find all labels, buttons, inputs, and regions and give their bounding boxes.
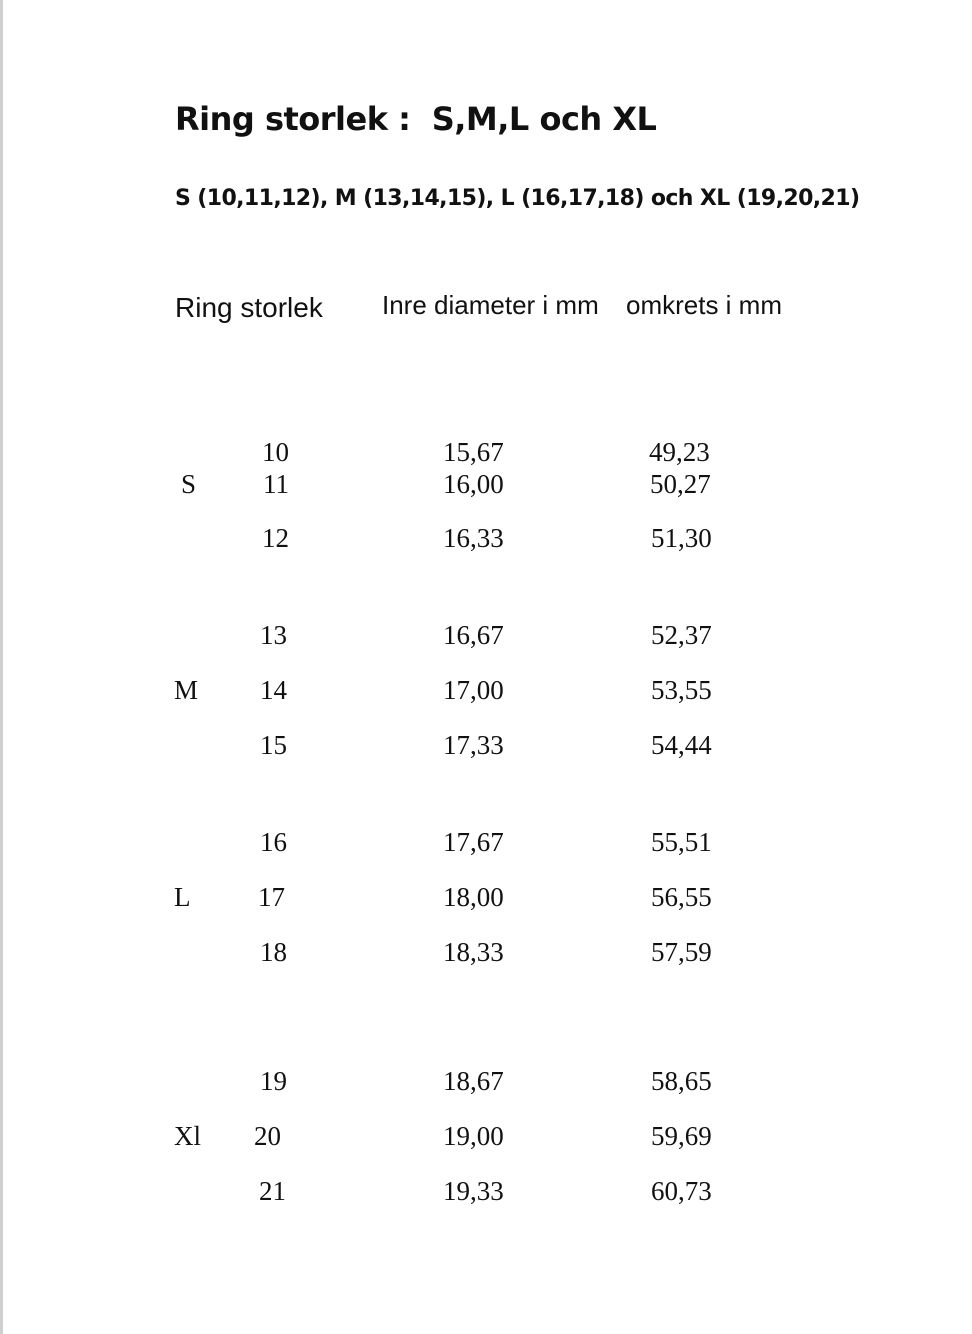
circumference-cell: 53,55 bbox=[651, 675, 712, 705]
header-circumference: omkrets i mm bbox=[626, 290, 782, 320]
circumference-cell: 52,37 bbox=[651, 620, 712, 650]
circumference-cell: 54,44 bbox=[651, 730, 712, 760]
ring-size-cell: 16 bbox=[260, 827, 287, 857]
group-label-l: L bbox=[174, 882, 191, 912]
page-left-edge bbox=[0, 0, 3, 1334]
size-group-summary: S (10,11,12), M (13,14,15), L (16,17,18) och XL (19,20,21) bbox=[175, 186, 860, 211]
diameter-cell: 16,67 bbox=[443, 620, 504, 650]
ring-size-cell: 12 bbox=[262, 523, 289, 553]
circumference-cell: 57,59 bbox=[651, 937, 712, 967]
ring-size-cell: 10 bbox=[262, 437, 289, 467]
diameter-cell: 18,67 bbox=[443, 1066, 504, 1096]
diameter-cell: 17,67 bbox=[443, 827, 504, 857]
diameter-cell: 18,00 bbox=[443, 882, 504, 912]
circumference-cell: 50,27 bbox=[650, 469, 711, 499]
diameter-cell: 16,33 bbox=[443, 523, 504, 553]
circumference-cell: 60,73 bbox=[651, 1176, 712, 1206]
diameter-cell: 18,33 bbox=[443, 937, 504, 967]
group-label-xl: Xl bbox=[174, 1121, 201, 1151]
ring-size-cell: 20 bbox=[254, 1121, 281, 1151]
ring-size-cell: 14 bbox=[260, 675, 287, 705]
circumference-cell: 56,55 bbox=[651, 882, 712, 912]
diameter-cell: 19,33 bbox=[443, 1176, 504, 1206]
circumference-cell: 51,30 bbox=[651, 523, 712, 553]
circumference-cell: 59,69 bbox=[651, 1121, 712, 1151]
page-title: Ring storlek : S,M,L och XL bbox=[175, 100, 657, 138]
ring-size-cell: 11 bbox=[263, 469, 289, 499]
ring-size-cell: 15 bbox=[260, 730, 287, 760]
ring-size-cell: 17 bbox=[258, 882, 285, 912]
group-label-m: M bbox=[174, 675, 199, 705]
circumference-cell: 55,51 bbox=[651, 827, 712, 857]
diameter-cell: 16,00 bbox=[443, 469, 504, 499]
header-inner-diameter: Inre diameter i mm bbox=[382, 290, 599, 320]
diameter-cell: 17,00 bbox=[443, 675, 504, 705]
ring-size-cell: 13 bbox=[260, 620, 287, 650]
circumference-cell: 49,23 bbox=[649, 437, 710, 467]
ring-size-cell: 19 bbox=[260, 1066, 287, 1096]
ring-size-cell: 21 bbox=[259, 1176, 286, 1206]
header-ring-size: Ring storlek bbox=[175, 292, 323, 323]
diameter-cell: 17,33 bbox=[443, 730, 504, 760]
ring-size-cell: 18 bbox=[260, 937, 287, 967]
circumference-cell: 58,65 bbox=[651, 1066, 712, 1096]
group-label-s: S bbox=[181, 469, 197, 499]
diameter-cell: 19,00 bbox=[443, 1121, 504, 1151]
diameter-cell: 15,67 bbox=[443, 437, 504, 467]
